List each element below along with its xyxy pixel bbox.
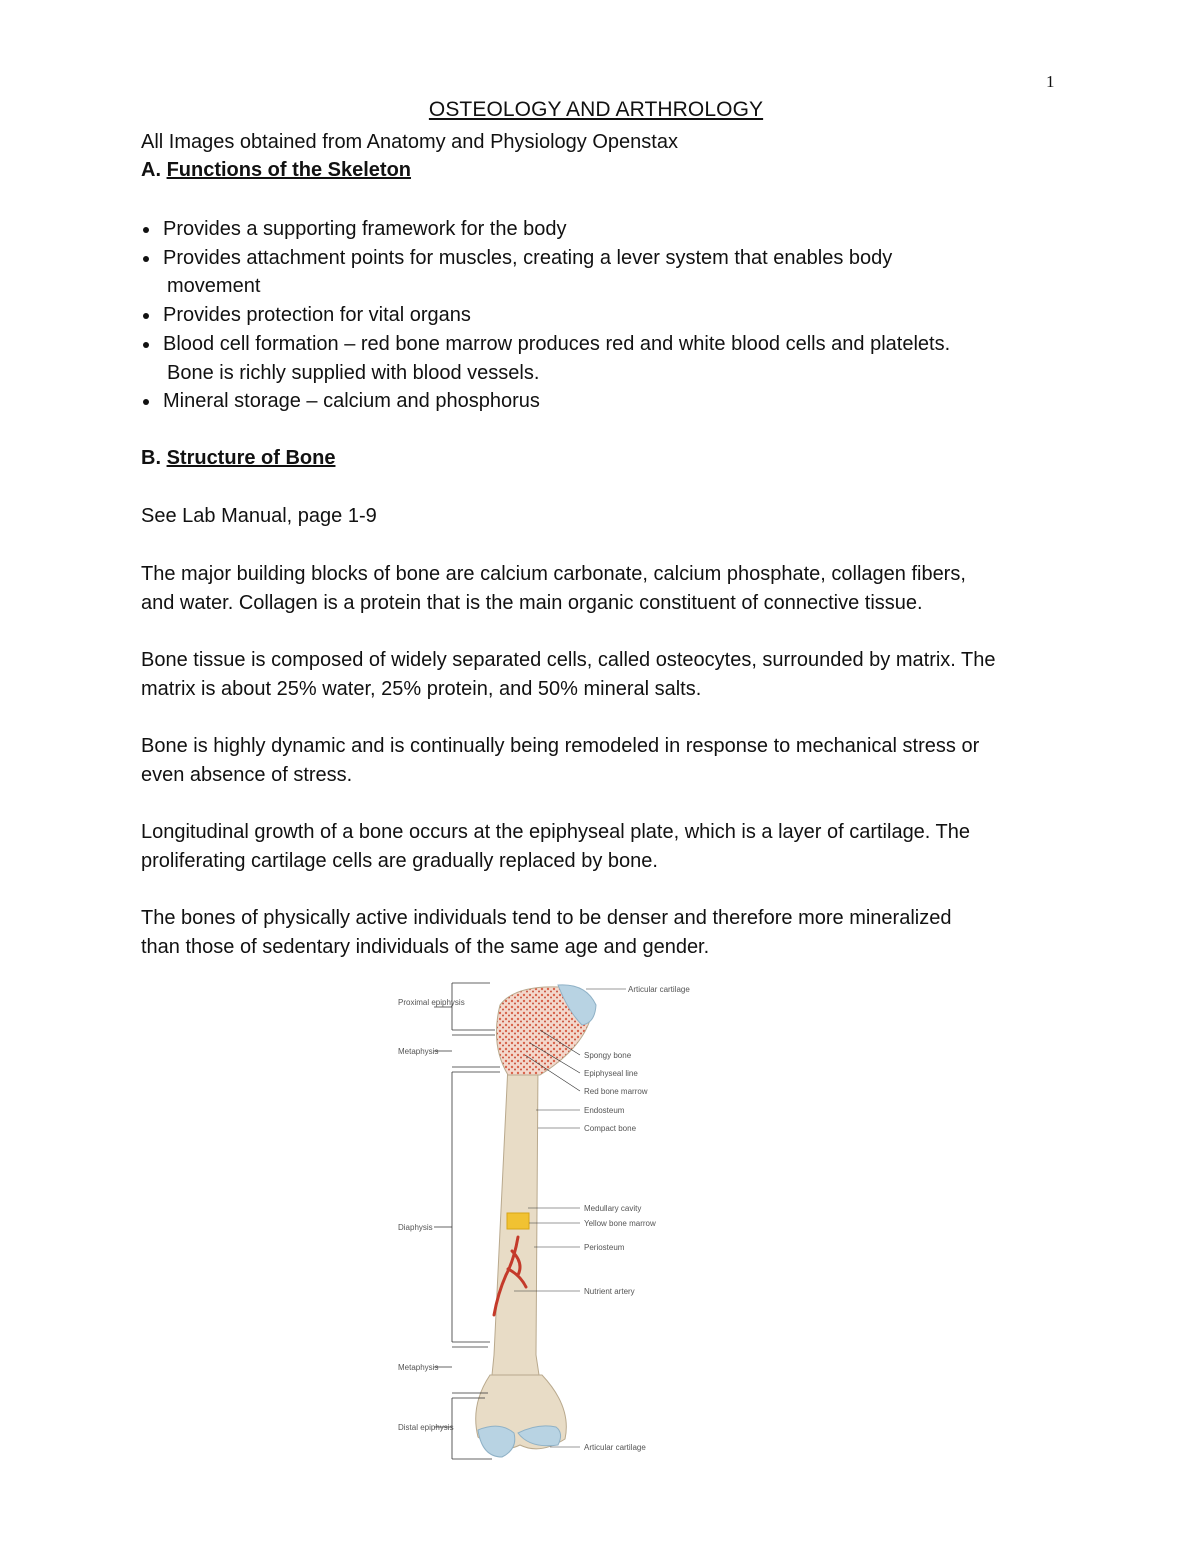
section-a-title: Functions of the Skeleton [166,159,412,181]
paragraph [141,818,970,876]
paragraph-line: matrix is about 25% water, 25% protein, and 50% mineral salts. [141,678,702,700]
section-b-title: Structure of Bone [166,447,336,469]
paragraph [141,560,966,618]
list-item-continuation: Bone is richly supplied with blood vessels. [167,361,540,384]
lab-manual-reference: See Lab Manual, page 1-9 [141,505,377,527]
bone-shaft [490,1065,542,1395]
paragraph-line: Longitudinal growth of a bone occurs at the epiphyseal plate, which is a layer of cartilage. The [141,821,971,843]
articular-cartilage-distal [478,1426,515,1457]
yellow-bone-marrow [507,1213,529,1229]
paragraph-line: The bones of physically active individuals tend to be denser and therefore more mineralized [141,907,952,929]
list-item [141,244,950,301]
label-red-bone-marrow: Red bone marrow [584,1087,648,1096]
label-metaphysis: Metaphysis [398,1047,439,1056]
bullet-icon [143,313,149,319]
paragraph [141,904,951,962]
bullet-icon [143,256,149,262]
list-item-text: Provides a supporting framework for the body [163,218,567,240]
source-line: All Images obtained from Anatomy and Physiology Openstax [141,131,678,153]
label-proximal-epiphysis: Proximal epiphysis [398,998,465,1007]
bullet-icon [143,399,149,405]
label-yellow-bone-marrow: Yellow bone marrow [584,1219,656,1228]
bullet-icon [143,342,149,348]
paragraph-line: and water. Collagen is a protein that is the main organic constituent of connective tissue. [141,592,923,614]
label-diaphysis: Diaphysis [398,1223,433,1232]
section-a-letter: A. [141,159,161,181]
long-bone-diagram [390,975,710,1465]
label-articular-cartilage: Articular cartilage [628,985,690,994]
list-item [141,301,950,330]
paragraph-line: than those of sedentary individuals of the same age and gender. [141,936,710,958]
list-item-text: Mineral storage – calcium and phosphorus [163,390,540,413]
label-periosteum: Periosteum [584,1243,625,1252]
list-item-text: Provides attachment points for muscles, creating a lever system that enables body [163,246,893,269]
label-spongy-bone: Spongy bone [584,1051,632,1060]
list-item [141,215,950,244]
paragraph-line: The major building blocks of bone are calcium carbonate, calcium phosphate, collagen fibers, [141,563,966,585]
paragraph-line: Bone is highly dynamic and is continually being remodeled in response to mechanical stress or [141,735,980,757]
list-item [141,330,950,387]
list-item [141,387,950,416]
section-b-letter: B. [141,447,161,469]
label-endosteum: Endosteum [584,1106,625,1115]
list-item-text: Provides protection for vital organs [163,304,471,327]
paragraph-line: Bone tissue is composed of widely separated cells, called osteocytes, surrounded by matrix. The [141,649,996,671]
label-compact-bone: Compact bone [584,1124,637,1133]
label-metaphysis: Metaphysis [398,1363,439,1372]
functions-list [141,215,950,416]
section-a-heading [141,157,411,183]
list-item-text: Blood cell formation – red bone marrow produces red and white blood cells and platelets. [163,332,951,355]
label-medullary-cavity: Medullary cavity [584,1204,642,1213]
document-title: OSTEOLOGY AND ARTHROLOGY [428,98,764,121]
paragraph [141,732,979,790]
label-epiphyseal-line: Epiphyseal line [584,1069,638,1078]
list-item-continuation: movement [167,275,261,298]
section-b-heading [141,445,335,471]
paragraph-line: even absence of stress. [141,764,353,786]
paragraph-line: proliferating cartilage cells are gradually replaced by bone. [141,850,658,872]
paragraph [141,646,996,704]
label-articular-cartilage: Articular cartilage [584,1443,646,1452]
page-number: 1 [1046,72,1055,91]
label-distal-epiphysis: Distal epiphysis [398,1423,454,1432]
bullet-icon [143,227,149,233]
label-nutrient-artery: Nutrient artery [584,1287,635,1296]
